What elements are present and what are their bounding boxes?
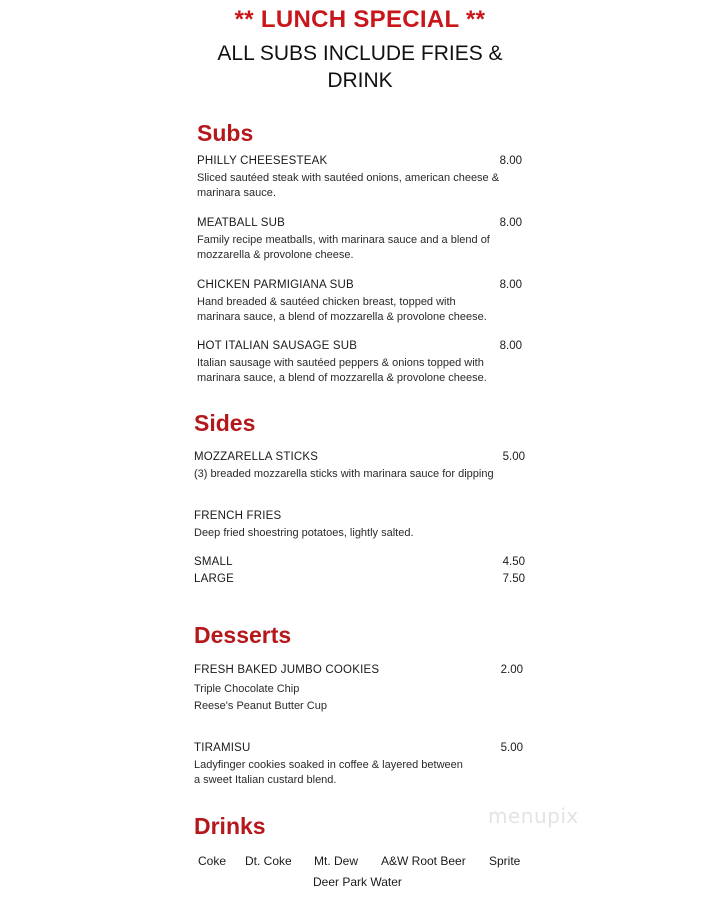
size-small: SMALL [194,556,233,568]
drink-mt-dew: Mt. Dew [314,854,359,868]
item-price: 5.00 [500,742,523,754]
lunch-special-title: ** LUNCH SPECIAL ** [234,6,486,33]
drink-diet-coke: Dt. Coke [245,854,292,868]
item-name: TIRAMISU [194,742,251,754]
item-name: FRESH BAKED JUMBO COOKIES [194,664,380,676]
item-name: HOT ITALIAN SAUSAGE SUB [197,340,358,352]
item-name: PHILLY CHEESESTEAK [197,155,328,167]
subs-heading: Subs [197,120,254,146]
item-price: 8.00 [499,279,522,291]
item-desc-line-1: Italian sausage with sautéed peppers & onions topped with [197,357,484,369]
drink-coke: Coke [198,854,227,868]
drinks-heading: Drinks [194,813,266,839]
item-price: 8.00 [499,340,522,352]
item-name: MEATBALL SUB [197,217,286,229]
item-desc-line-2: a sweet Italian custard blend. [194,774,337,786]
item-desc-line-2: marinara sauce, a blend of mozzarella & provolone cheese. [197,311,487,323]
item-desc-line-1: Family recipe meatballs, with marinara sauce and a blend of [197,234,490,246]
cookie-flavor-2: Reese's Peanut Butter Cup [194,700,327,712]
item-name: MOZZARELLA STICKS [194,451,319,463]
item-price: 5.00 [502,451,525,463]
item-desc: Deep fried shoestring potatoes, lightly salted. [194,527,414,539]
item-desc-line-2: marinara sauce. [197,187,276,199]
drink-deer-park-water: Deer Park Water [313,875,402,889]
cookie-flavor-1: Triple Chocolate Chip [194,683,300,695]
drink-aw-root-beer: A&W Root Beer [381,854,466,868]
item-desc-line-1: Ladyfinger cookies soaked in coffee & layered between [194,759,463,771]
item-desc-line-2: mozzarella & provolone cheese. [197,249,354,261]
item-price: 8.00 [499,155,522,167]
item-desc-line-1: Sliced sautéed steak with sautéed onions, american cheese & [197,172,500,184]
subtitle-line-1: ALL SUBS INCLUDE FRIES & [217,42,503,65]
item-name: FRENCH FRIES [194,510,282,522]
size-large-price: 7.50 [502,573,525,585]
menupix-watermark: menupix [488,804,579,828]
drink-sprite: Sprite [489,854,521,868]
item-desc-line-1: Hand breaded & sautéed chicken breast, topped with [197,296,456,308]
item-desc: (3) breaded mozzarella sticks with marinara sauce for dipping [194,468,494,480]
size-large: LARGE [194,573,234,585]
subtitle-line-2: DRINK [327,69,393,92]
size-small-price: 4.50 [502,556,525,568]
item-price: 2.00 [500,664,523,676]
sides-heading: Sides [194,410,256,436]
item-name: CHICKEN PARMIGIANA SUB [197,279,354,291]
item-price: 8.00 [499,217,522,229]
item-desc-line-2: marinara sauce, a blend of mozzarella & provolone cheese. [197,372,487,384]
desserts-heading: Desserts [194,622,292,648]
